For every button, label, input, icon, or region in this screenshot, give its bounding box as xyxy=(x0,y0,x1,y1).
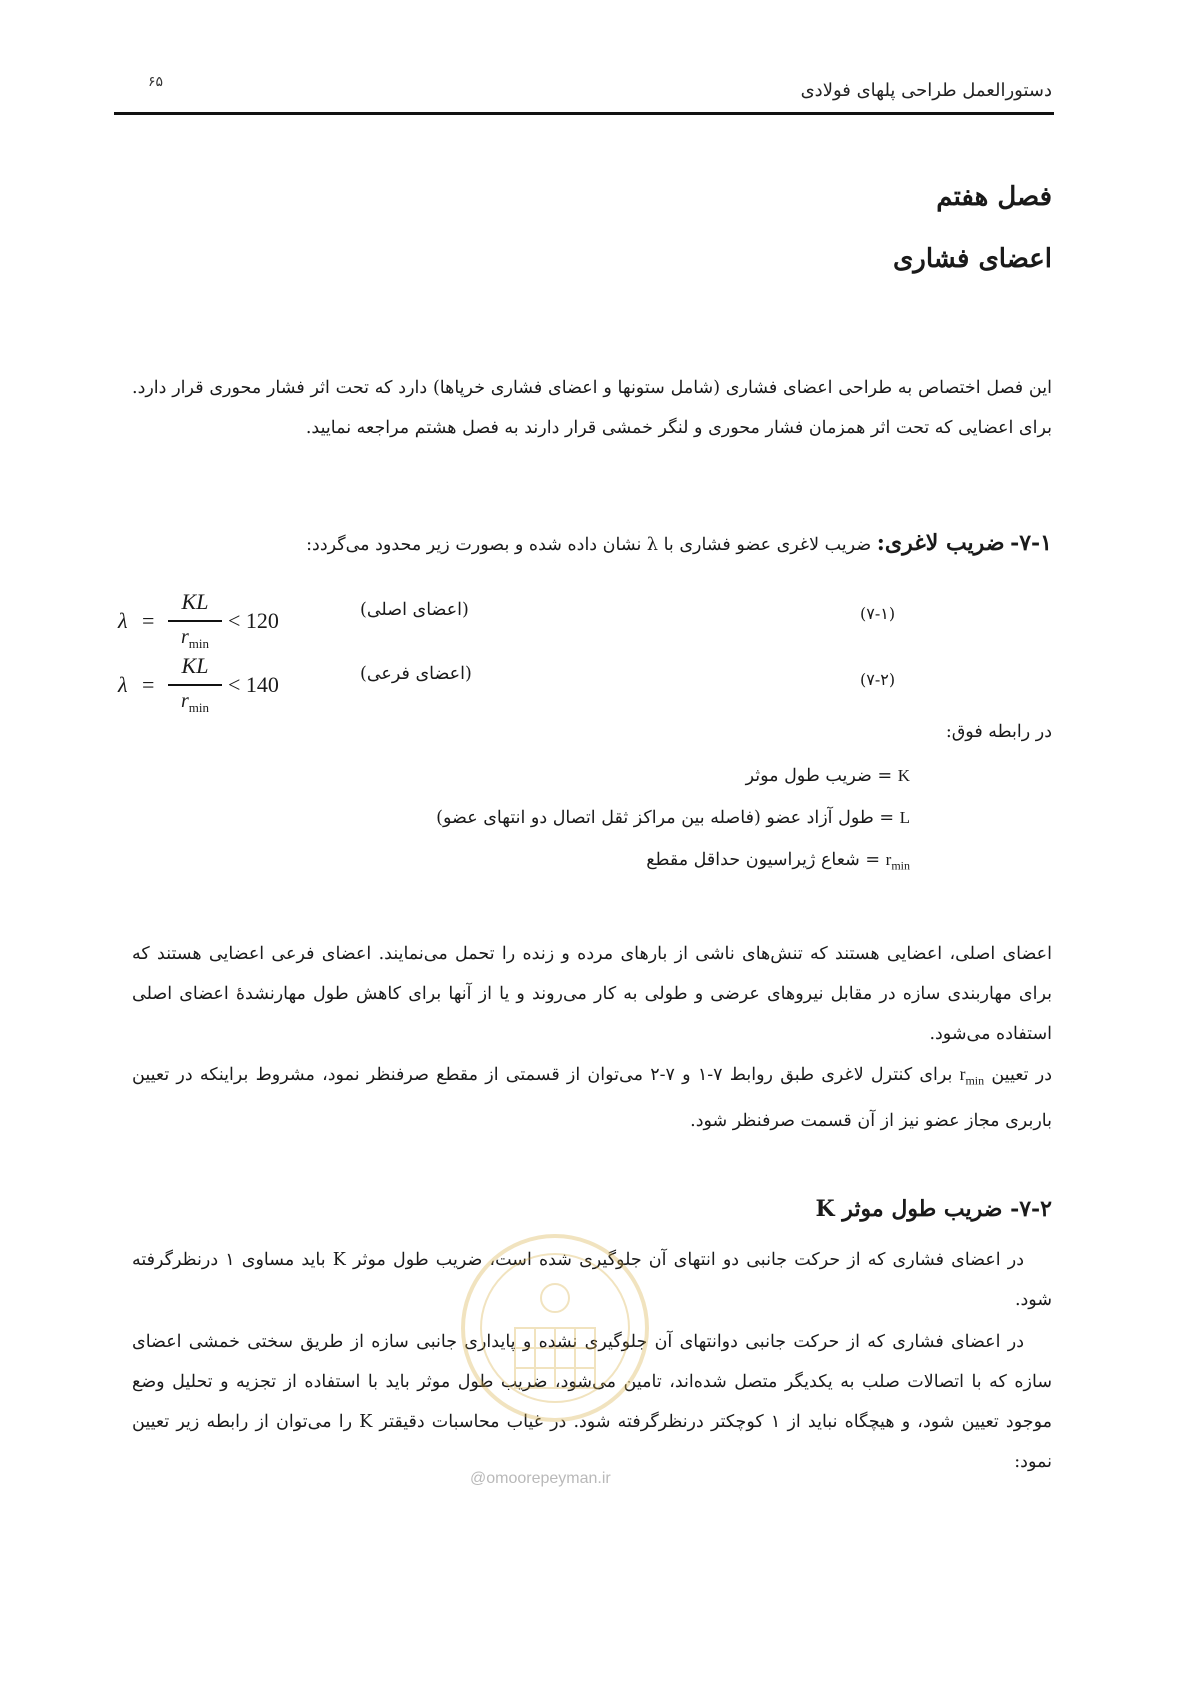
chapter-subtitle: اعضای فشاری xyxy=(892,244,1052,274)
equation-2-note: (اعضای فرعی) xyxy=(360,664,472,684)
watermark-logo xyxy=(455,1218,655,1458)
equation-2 xyxy=(118,652,298,718)
equation-1-inequality: < 120 xyxy=(228,608,279,633)
definition-rmin xyxy=(646,850,910,873)
equation-1-fraction-bar xyxy=(168,620,222,622)
definition-k xyxy=(746,766,910,786)
equation-1-denominator: $r_{min}$ xyxy=(180,625,210,651)
equation-2-denominator: $r_{min}$ xyxy=(180,689,210,715)
section1-lead-text: ضریب لاغری عضو فشاری با λ نشان داده شده و بصورت زیر محدود می‌گردد: xyxy=(306,535,872,555)
equation-1-number: (۷-۱) xyxy=(860,604,896,623)
equation-1-equals: = xyxy=(142,608,155,633)
equation-2-inequality: < 140 xyxy=(228,672,279,697)
page-number: ۶۵ xyxy=(148,74,164,90)
equation-1-numerator: KL xyxy=(181,589,209,614)
definition-k-text: = ضریب طول موثر xyxy=(745,766,893,786)
rmin-inline-symbol: $r_{min}$ xyxy=(959,1064,985,1088)
equation-2-number: (۷-۲) xyxy=(860,670,896,689)
equation-2-numerator: KL xyxy=(181,653,209,678)
section2-heading: ۷-۲- ضریب طول موثر K xyxy=(815,1196,1052,1222)
definition-l-text: = طول آزاد عضو (فاصله بین مراکز ثقل اتصال دو انتهای عضو) xyxy=(436,808,895,828)
equation-1-lhs: λ xyxy=(118,608,128,633)
header-rule xyxy=(114,112,1054,115)
section1-paragraph-1: اعضای اصلی، اعضایی هستند که تنش‌های ناشی از بارهای مرده و زنده را تحمل می‌نمایند. اعضای فرعی اعضایی هستند که برای مهاربندی سازه در مقابل نیروهای عرضی و طولی به کار می‌روند و یا از آنها برای کاهش طول مهارنشدۀ اعضای اصلی استفاده می‌شود. xyxy=(132,944,1052,1044)
section2-paragraph-2: در اعضای فشاری که از حرکت جانبی دوانتهای آن جلوگیری نشده و پایداری جانبی سازه از طریق سختی خمشی اعضای سازه که با اتصالات صلب به یکدیگر متصل شده‌اند، تامین می‌شود، ضریب طول موثر باید با استفاده از تجزیه و تحلیل وضع موجود تعیین شود، و هیچگاه نباید از ۱ کوچکتر درنظرگرفته شود. در غیاب محاسبات دقیقتر K را می‌توان از رابطه زیر تعیین نمود: xyxy=(132,1332,1052,1472)
intro-paragraph: این فصل اختصاص به طراحی اعضای فشاری (شامل ستونها و اعضای فشاری خرپاها) دارد که تحت اثر فشار محوری قرار دارد. برای اعضایی که تحت اثر همزمان فشار محوری و لنگر خمشی قرار دارند به فصل هشتم مراجعه نمایید. xyxy=(132,378,1052,438)
watermark-text: @omoorepeyman.ir xyxy=(470,1470,611,1487)
equation-2-equals: = xyxy=(142,672,155,697)
section1-title: ضریب لاغری: xyxy=(876,530,1005,556)
definition-l xyxy=(436,808,910,828)
definition-rmin-text: = شعاع ژیراسیون حداقل مقطع xyxy=(646,850,881,870)
definition-rmin-symbol: $r_{min}$ xyxy=(885,850,910,873)
section2-paragraph-1: در اعضای فشاری که از حرکت جانبی دو انتهای آن جلوگیری شده است، ضریب طول موثر K باید مساوی ۱ درنظرگرفته شود. xyxy=(132,1250,1052,1310)
running-title: دستورالعمل طراحی پلهای فولادی xyxy=(800,80,1052,101)
equation-1 xyxy=(118,588,298,654)
section1-number: ۷-۱- xyxy=(1010,530,1052,556)
equation-2-fraction xyxy=(168,652,222,714)
where-label: در رابطه فوق: xyxy=(945,722,1052,742)
equation-2-lhs: λ xyxy=(118,672,128,697)
section1-paragraph-2: در تعیین $r_{min}$ برای کنترل لاغری طبق روابط ۷-۱ و ۷-۲ می‌توان از قسمتی از مقطع صرفنظر نمود، مشروط براینکه در تعیین باربری مجاز عضو نیز از آن قسمت صرفنظر شود. xyxy=(132,1064,1052,1131)
definition-k-symbol: K xyxy=(897,766,910,785)
chapter-title: فصل هفتم xyxy=(936,182,1052,212)
equation-1-fraction xyxy=(168,588,222,650)
equation-1-note: (اعضای اصلی) xyxy=(360,600,469,620)
definition-l-symbol: L xyxy=(899,808,910,827)
section1-lead xyxy=(306,530,1052,556)
equation-2-fraction-bar xyxy=(168,684,222,686)
